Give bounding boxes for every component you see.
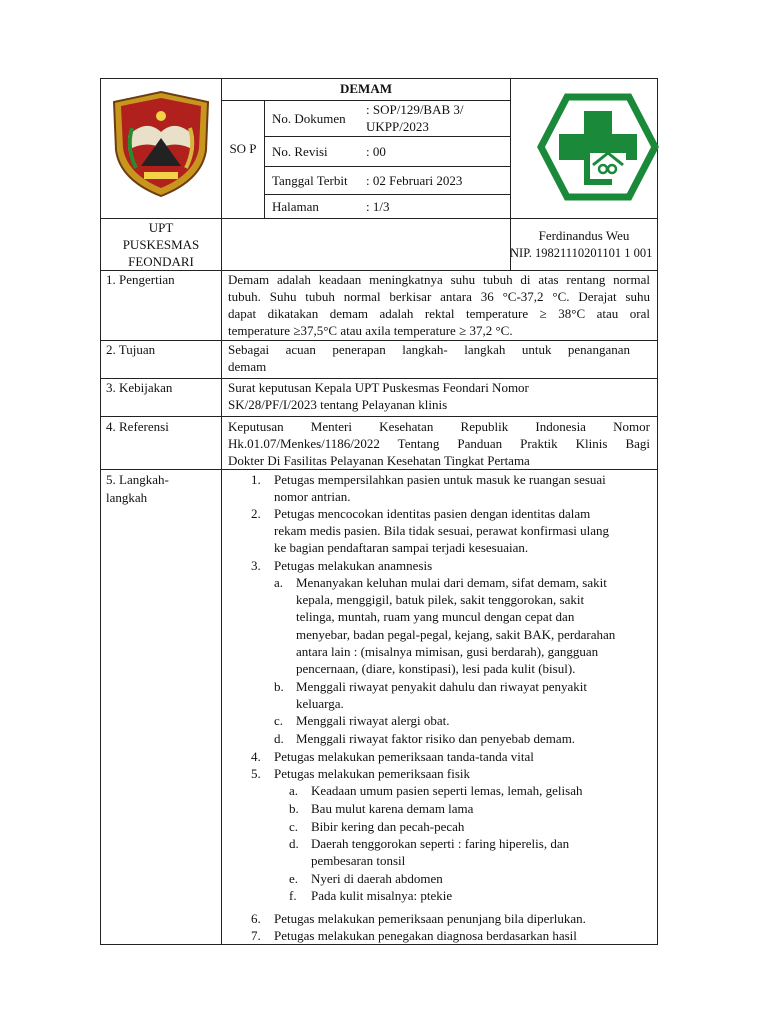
substep-letter: b. xyxy=(289,801,299,816)
org-line-2: PUSKESMAS xyxy=(122,237,200,252)
step-line: rekam medis pasien. Bila tidak sesuai, perawat konfirmasi ulang xyxy=(274,523,610,538)
step-line: Petugas melakukan pemeriksaan penunjang bila diperlukan. xyxy=(274,911,586,926)
substep-line: antara lain : (misalnya mimisan, gusi berdarah), gangguan xyxy=(296,644,599,659)
referensi-line: Dokter Di Fasilitas Pelayanan Kesehatan Tingkat Pertama xyxy=(228,453,530,468)
section-label-langkah: 5. Langkah- xyxy=(106,472,169,487)
substep-line: Daerah tenggorokan seperti : faring hiperelis, dan xyxy=(311,836,570,851)
regional-emblem-icon xyxy=(106,88,216,200)
step-number: 2. xyxy=(251,506,261,521)
step-line: nomor antrian. xyxy=(274,489,351,504)
substep-letter: c. xyxy=(274,713,284,728)
signer-name: Ferdinandus Weu xyxy=(538,228,630,243)
section-label-kebijakan: 3. Kebijakan xyxy=(106,380,173,395)
substep-line: Menggali riwayat penyakit dahulu dan riwayat penyakit xyxy=(296,679,587,694)
step-number: 7. xyxy=(251,928,261,943)
step-number: 3. xyxy=(251,558,261,573)
pengertian-line: tubuh. Suhu tubuh normal berkisar antara 36 °C-37,2 °C. Derajat suhu xyxy=(228,289,650,304)
step-line: Petugas mempersilahkan pasien untuk masuk ke ruangan sesuai xyxy=(274,472,606,487)
step-line: Petugas mencocokan identitas pasien dengan identitas dalam xyxy=(274,506,591,521)
step-line: Petugas melakukan pemeriksaan fisik xyxy=(274,766,471,781)
page-label: Halaman xyxy=(272,199,319,214)
page-value: : 1/3 xyxy=(366,199,390,214)
org-line-1: UPT xyxy=(148,220,174,235)
step-line: Petugas melakukan pemeriksaan tanda-tanda vital xyxy=(274,749,534,764)
table-border-top xyxy=(100,78,658,79)
doc-number-label: No. Dokumen xyxy=(272,111,346,126)
substep-line: keluarga. xyxy=(296,696,344,711)
substep-letter: a. xyxy=(289,783,299,798)
referensi-line: Keputusan Menteri Kesehatan Republik Indonesia Nomor xyxy=(228,419,650,434)
substep-letter: b. xyxy=(274,679,284,694)
step-line: Petugas melakukan penegakan diagnosa berdasarkan hasil xyxy=(274,928,577,943)
org-line-3: FEONDARI xyxy=(128,254,194,269)
kebijakan-line: Surat keputusan Kepala UPT Puskesmas Feondari Nomor xyxy=(228,380,529,395)
step-number: 6. xyxy=(251,911,261,926)
document-title: DEMAM xyxy=(340,81,392,96)
doc-number-value-line2: UKPP/2023 xyxy=(366,119,429,134)
section-label-langkah-2: langkah xyxy=(106,490,148,505)
substep-line: pembesaran tonsil xyxy=(311,853,406,868)
substep-letter: a. xyxy=(274,575,284,590)
section-label-tujuan: 2. Tujuan xyxy=(106,342,156,357)
substep-letter: e. xyxy=(289,871,299,886)
substep-line: Menggali riwayat faktor risiko dan penyebab demam. xyxy=(296,731,576,746)
referensi-line: Hk.01.07/Menkes/1186/2022 Tentang Panduan Praktik Klinis Bagi xyxy=(228,436,650,451)
issue-date-label: Tanggal Terbit xyxy=(272,173,348,188)
substep-line: Menggali riwayat alergi obat. xyxy=(296,713,450,728)
issue-date-value: : 02 Februari 2023 xyxy=(366,173,463,188)
revision-value: : 00 xyxy=(366,144,386,159)
substep-line: menyebar, badan pegal-pegal, kejang, sakit BAK, perdarahan xyxy=(296,627,616,642)
tujuan-line: Sebagai acuan penerapan langkah- langkah untuk penanganan xyxy=(228,342,630,357)
substep-letter: c. xyxy=(289,819,299,834)
revision-label: No. Revisi xyxy=(272,144,328,159)
section-label-pengertian: 1. Pengertian xyxy=(106,272,175,287)
step-line: Petugas melakukan anamnesis xyxy=(274,558,433,573)
pengertian-line: dapat dikatakan demam adalah rektal temperature ≥ 38°C atau oral xyxy=(228,306,650,321)
step-line: ke bagian pendaftaran sampai terjadi kesesuaian. xyxy=(274,540,529,555)
pengertian-line: temperature ≥37,5°C atau axila temperature ≥ 37,2 °C. xyxy=(228,323,513,338)
pengertian-line: Demam adalah keadaan meningkatnya suhu tubuh di atas rentang normal xyxy=(228,272,650,287)
step-number: 1. xyxy=(251,472,261,487)
substep-line: Keadaan umum pasien seperti lemas, lemah, gelisah xyxy=(311,783,583,798)
substep-letter: d. xyxy=(274,731,284,746)
substep-line: Pada kulit misalnya: ptekie xyxy=(311,888,453,903)
substep-line: Menanyakan keluhan mulai dari demam, sifat demam, sakit xyxy=(296,575,607,590)
substep-line: pencernaan, (diare, konstipasi), lesi pada kulit (bisul). xyxy=(296,661,576,676)
doc-number-value: : SOP/129/BAB 3/ xyxy=(366,102,464,117)
substep-line: telinga, muntah, ruam yang muncul dengan cepat dan xyxy=(296,609,575,624)
kebijakan-line: SK/28/PF/I/2023 tentang Pelayanan klinis xyxy=(228,397,448,412)
sop-label: SO P xyxy=(229,141,257,156)
substep-letter: f. xyxy=(289,888,297,903)
step-number: 4. xyxy=(251,749,261,764)
substep-line: kepala, menggigil, batuk pilek, sakit tenggorokan, sakit xyxy=(296,592,585,607)
puskesmas-cross-logo-icon xyxy=(537,93,659,201)
substep-line: Bau mulut karena demam lama xyxy=(311,801,474,816)
substep-line: Bibir kering dan pecah-pecah xyxy=(311,819,465,834)
step-number: 5. xyxy=(251,766,261,781)
tujuan-line: demam xyxy=(228,359,267,374)
substep-line: Nyeri di daerah abdomen xyxy=(311,871,443,886)
substep-letter: d. xyxy=(289,836,299,851)
section-label-referensi: 4. Referensi xyxy=(106,419,169,434)
signer-nip: NIP. 19821110201101 1 001 xyxy=(510,246,653,260)
